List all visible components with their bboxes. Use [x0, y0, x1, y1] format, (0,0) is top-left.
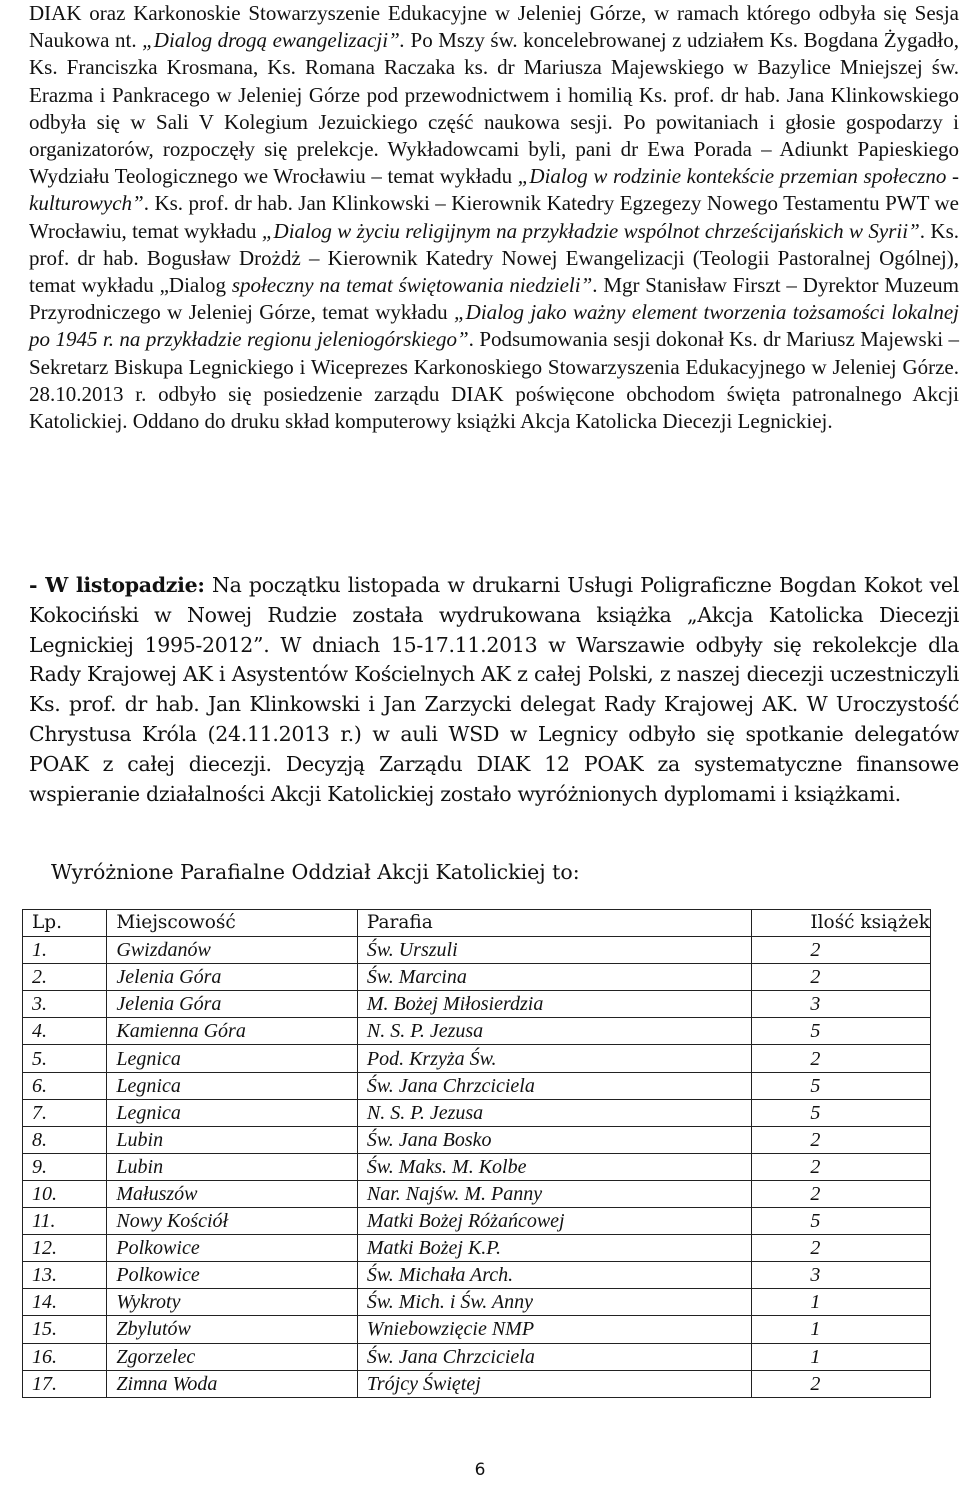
text-run: DIAK oraz Karkonoskie Stowarzyszenie Edukacyjne w Jeleniej Górze, w ramach którego odbyła się Sesja Naukowa nt.: [29, 1, 959, 53]
month-lead: - W listopadzie:: [29, 573, 205, 597]
row-count: 2: [752, 937, 931, 964]
row-parish: Św. Urszuli: [357, 937, 751, 964]
row-parish: Św. Marcina: [357, 964, 751, 991]
table-row: [23, 991, 931, 1018]
lecture-title-3: społeczny na temat świętowania niedzieli”: [231, 273, 593, 298]
row-town: Legnica: [107, 1072, 357, 1099]
row-parish: Św. Jana Chrzciciela: [357, 1343, 751, 1370]
row-number: 4.: [23, 1018, 107, 1045]
text-run: . Mgr Stanisław Firszt – Dyrektor Muzeum Przyrodniczego w Jeleniej Górze, temat wykładu: [29, 273, 959, 325]
table-row: [23, 1180, 931, 1207]
row-parish: Św. Michała Arch.: [357, 1262, 751, 1289]
table-row: [23, 1045, 931, 1072]
awards-table: [22, 909, 931, 1398]
table-row: [23, 1370, 931, 1397]
row-parish: Matki Bożej Różańcowej: [357, 1208, 751, 1235]
paragraph-session-report: [29, 0, 959, 435]
row-parish: Trójcy Świętej: [357, 1370, 751, 1397]
table-body: [23, 937, 931, 1398]
row-number: 1.: [23, 937, 107, 964]
row-town: Lubin: [107, 1153, 357, 1180]
row-town: Legnica: [107, 1045, 357, 1072]
table-row: [23, 964, 931, 991]
session-title: „Dialog drogą ewangelizacji”.: [142, 28, 405, 53]
table-row: [23, 1072, 931, 1099]
row-count: 5: [752, 1208, 931, 1235]
lecture-title-4: „Dialog jako ważny element tworzenia tożsamości lokalnej po 1945 r. na przykładzie regionu jeleniogórskiego”: [29, 300, 960, 352]
table-row: [23, 1343, 931, 1370]
row-number: 2.: [23, 964, 107, 991]
row-number: 9.: [23, 1153, 107, 1180]
header-lp: Lp.: [23, 910, 107, 937]
row-parish: Św. Jana Chrzciciela: [357, 1072, 751, 1099]
table-row: [23, 1262, 931, 1289]
row-town: Zimna Woda: [107, 1370, 357, 1397]
row-number: 3.: [23, 991, 107, 1018]
row-number: 14.: [23, 1289, 107, 1316]
table-row: [23, 1235, 931, 1262]
row-number: 12.: [23, 1235, 107, 1262]
row-count: 5: [752, 1018, 931, 1045]
row-count: 2: [752, 964, 931, 991]
row-count: 1: [752, 1343, 931, 1370]
row-town: Polkowice: [107, 1235, 357, 1262]
table-row: [23, 1099, 931, 1126]
text-run: . Ks. prof. dr hab. Jan Klinkowski – Kierownik Katedry Egzegezy Nowego Testamentu PWT we Wrocławiu, temat wykładu: [29, 191, 959, 243]
row-town: Zbylutów: [107, 1316, 357, 1343]
page-number: 6: [474, 1460, 486, 1480]
row-count: 2: [752, 1153, 931, 1180]
table-header-row: [23, 910, 931, 937]
row-number: 15.: [23, 1316, 107, 1343]
row-town: Małuszów: [107, 1180, 357, 1207]
row-town: Wykroty: [107, 1289, 357, 1316]
text-run: Na początku listopada w drukarni Usługi Poligraficzne Bogdan Kokot vel Kokociński w Nowej Rudzie została wydrukowana książka „Akcja Katolicka Diecezji Legnickiej 1995-2012”. W dniach 15-17.11.2013 w Warszawie odbyły się rekolekcje dla Rady Krajowej AK i Asystentów Kościelnych AK z całej Polski, z naszej diecezji uczestniczyli Ks. prof. dr hab. Jan Klinkowski i Jan Zarzycki delegat Rady Krajowej AK. W Uroczystość Chrystusa Króla (24.11.2013 r.) w auli WSD w Legnicy odbyło się spotkanie delegatów POAK z całej diecezji. Decyzją Zarządu DIAK 12 POAK za systematyczne finansowe wspieranie działalności Akcji Katolickiej zostało wyróżnionych dyplomami i książkami.: [29, 573, 959, 806]
row-parish: Św. Mich. i Św. Anny: [357, 1289, 751, 1316]
row-number: 6.: [23, 1072, 107, 1099]
row-parish: N. S. P. Jezusa: [357, 1018, 751, 1045]
row-number: 7.: [23, 1099, 107, 1126]
row-count: 2: [752, 1180, 931, 1207]
table-row: [23, 1208, 931, 1235]
row-parish: M. Bożej Miłosierdzia: [357, 991, 751, 1018]
text-run: . Podsumowania sesji dokonał Ks. dr Mariusz Majewski – Sekretarz Biskupa Legnickiego i Wiceprezes Karkonoskiego Stowarzyszenia Edukacyjnego w Jeleniej Górze. 28.10.2013 r. odbyło się posiedzenie zarządu DIAK poświęcone obchodom święta patronalnego Akcji Katolickiej. Oddano do druku skład komputerowy książki Akcja Katolicka Diecezji Legnickiej.: [29, 327, 959, 434]
row-town: Jelenia Góra: [107, 964, 357, 991]
row-town: Lubin: [107, 1126, 357, 1153]
row-parish: Nar. Najśw. M. Panny: [357, 1180, 751, 1207]
table-row: [23, 1018, 931, 1045]
row-town: Legnica: [107, 1099, 357, 1126]
table-row: [23, 937, 931, 964]
paragraph-november: [29, 571, 959, 809]
row-parish: Św. Maks. M. Kolbe: [357, 1153, 751, 1180]
row-count: 3: [752, 991, 931, 1018]
row-count: 2: [752, 1126, 931, 1153]
header-town: Miejscowość: [107, 910, 357, 937]
row-count: 1: [752, 1316, 931, 1343]
table-row: [23, 1153, 931, 1180]
row-number: 10.: [23, 1180, 107, 1207]
table-heading: Wyróżnione Parafialne Oddział Akcji Katolickiej to:: [51, 860, 580, 884]
row-parish: Pod. Krzyża Św.: [357, 1045, 751, 1072]
text-run: Po Mszy św. koncelebrowanej z udziałem Ks. Bogdana Żygadło, Ks. Franciszka Krosmana, Ks. Romana Raczaka ks. dr Mariusza Majewskiego w Bazylice Mniejszej św. Erazma i Pankracego w Jeleniej Górze pod przewodnictwem i homilią Ks. prof. dr hab. Jana Klinkowskiego odbyła się w Sali V Kolegium Jezuickiego część naukowa sesji. Po powitaniach i głosie gospodarzy i organizatorów, rozpoczęły się prelekcje. Wykładowcami byli, pani dr Ewa Porada – Adiunkt Papieskiego Wydziału Teologicznego we Wrocławiu – temat wykładu: [29, 28, 959, 189]
row-number: 13.: [23, 1262, 107, 1289]
table-row: [23, 1126, 931, 1153]
row-town: Zgorzelec: [107, 1343, 357, 1370]
row-count: 2: [752, 1370, 931, 1397]
row-number: 17.: [23, 1370, 107, 1397]
row-town: Gwizdanów: [107, 937, 357, 964]
lecture-title-2: „Dialog w życiu religijnym na przykładzie wspólnot chrześcijańskich w Syrii”: [261, 218, 920, 243]
row-count: 3: [752, 1262, 931, 1289]
header-count: Ilość książek: [752, 910, 931, 937]
header-parish: Parafia: [357, 910, 751, 937]
row-count: 1: [752, 1289, 931, 1316]
text-run: . Ks. prof. dr hab. Bogusław Drożdż – Kierownik Katedry Nowej Ewangelizacji (Teologii Pastoralnej Ogólnej), temat wykładu „Dialog: [29, 218, 959, 298]
lecture-title-1: „Dialog w rodzinie kontekście przemian społeczno - kulturowych”: [29, 164, 959, 216]
row-parish: Matki Bożej K.P.: [357, 1235, 751, 1262]
row-parish: Wniebowzięcie NMP: [357, 1316, 751, 1343]
table-row: [23, 1316, 931, 1343]
row-count: 5: [752, 1099, 931, 1126]
row-count: 2: [752, 1045, 931, 1072]
row-town: Polkowice: [107, 1262, 357, 1289]
row-count: 2: [752, 1235, 931, 1262]
row-count: 5: [752, 1072, 931, 1099]
row-town: Jelenia Góra: [107, 991, 357, 1018]
row-town: Nowy Kościół: [107, 1208, 357, 1235]
row-number: 11.: [23, 1208, 107, 1235]
row-parish: Św. Jana Bosko: [357, 1126, 751, 1153]
row-town: Kamienna Góra: [107, 1018, 357, 1045]
row-number: 8.: [23, 1126, 107, 1153]
row-number: 5.: [23, 1045, 107, 1072]
table-row: [23, 1289, 931, 1316]
row-number: 16.: [23, 1343, 107, 1370]
row-parish: N. S. P. Jezusa: [357, 1099, 751, 1126]
